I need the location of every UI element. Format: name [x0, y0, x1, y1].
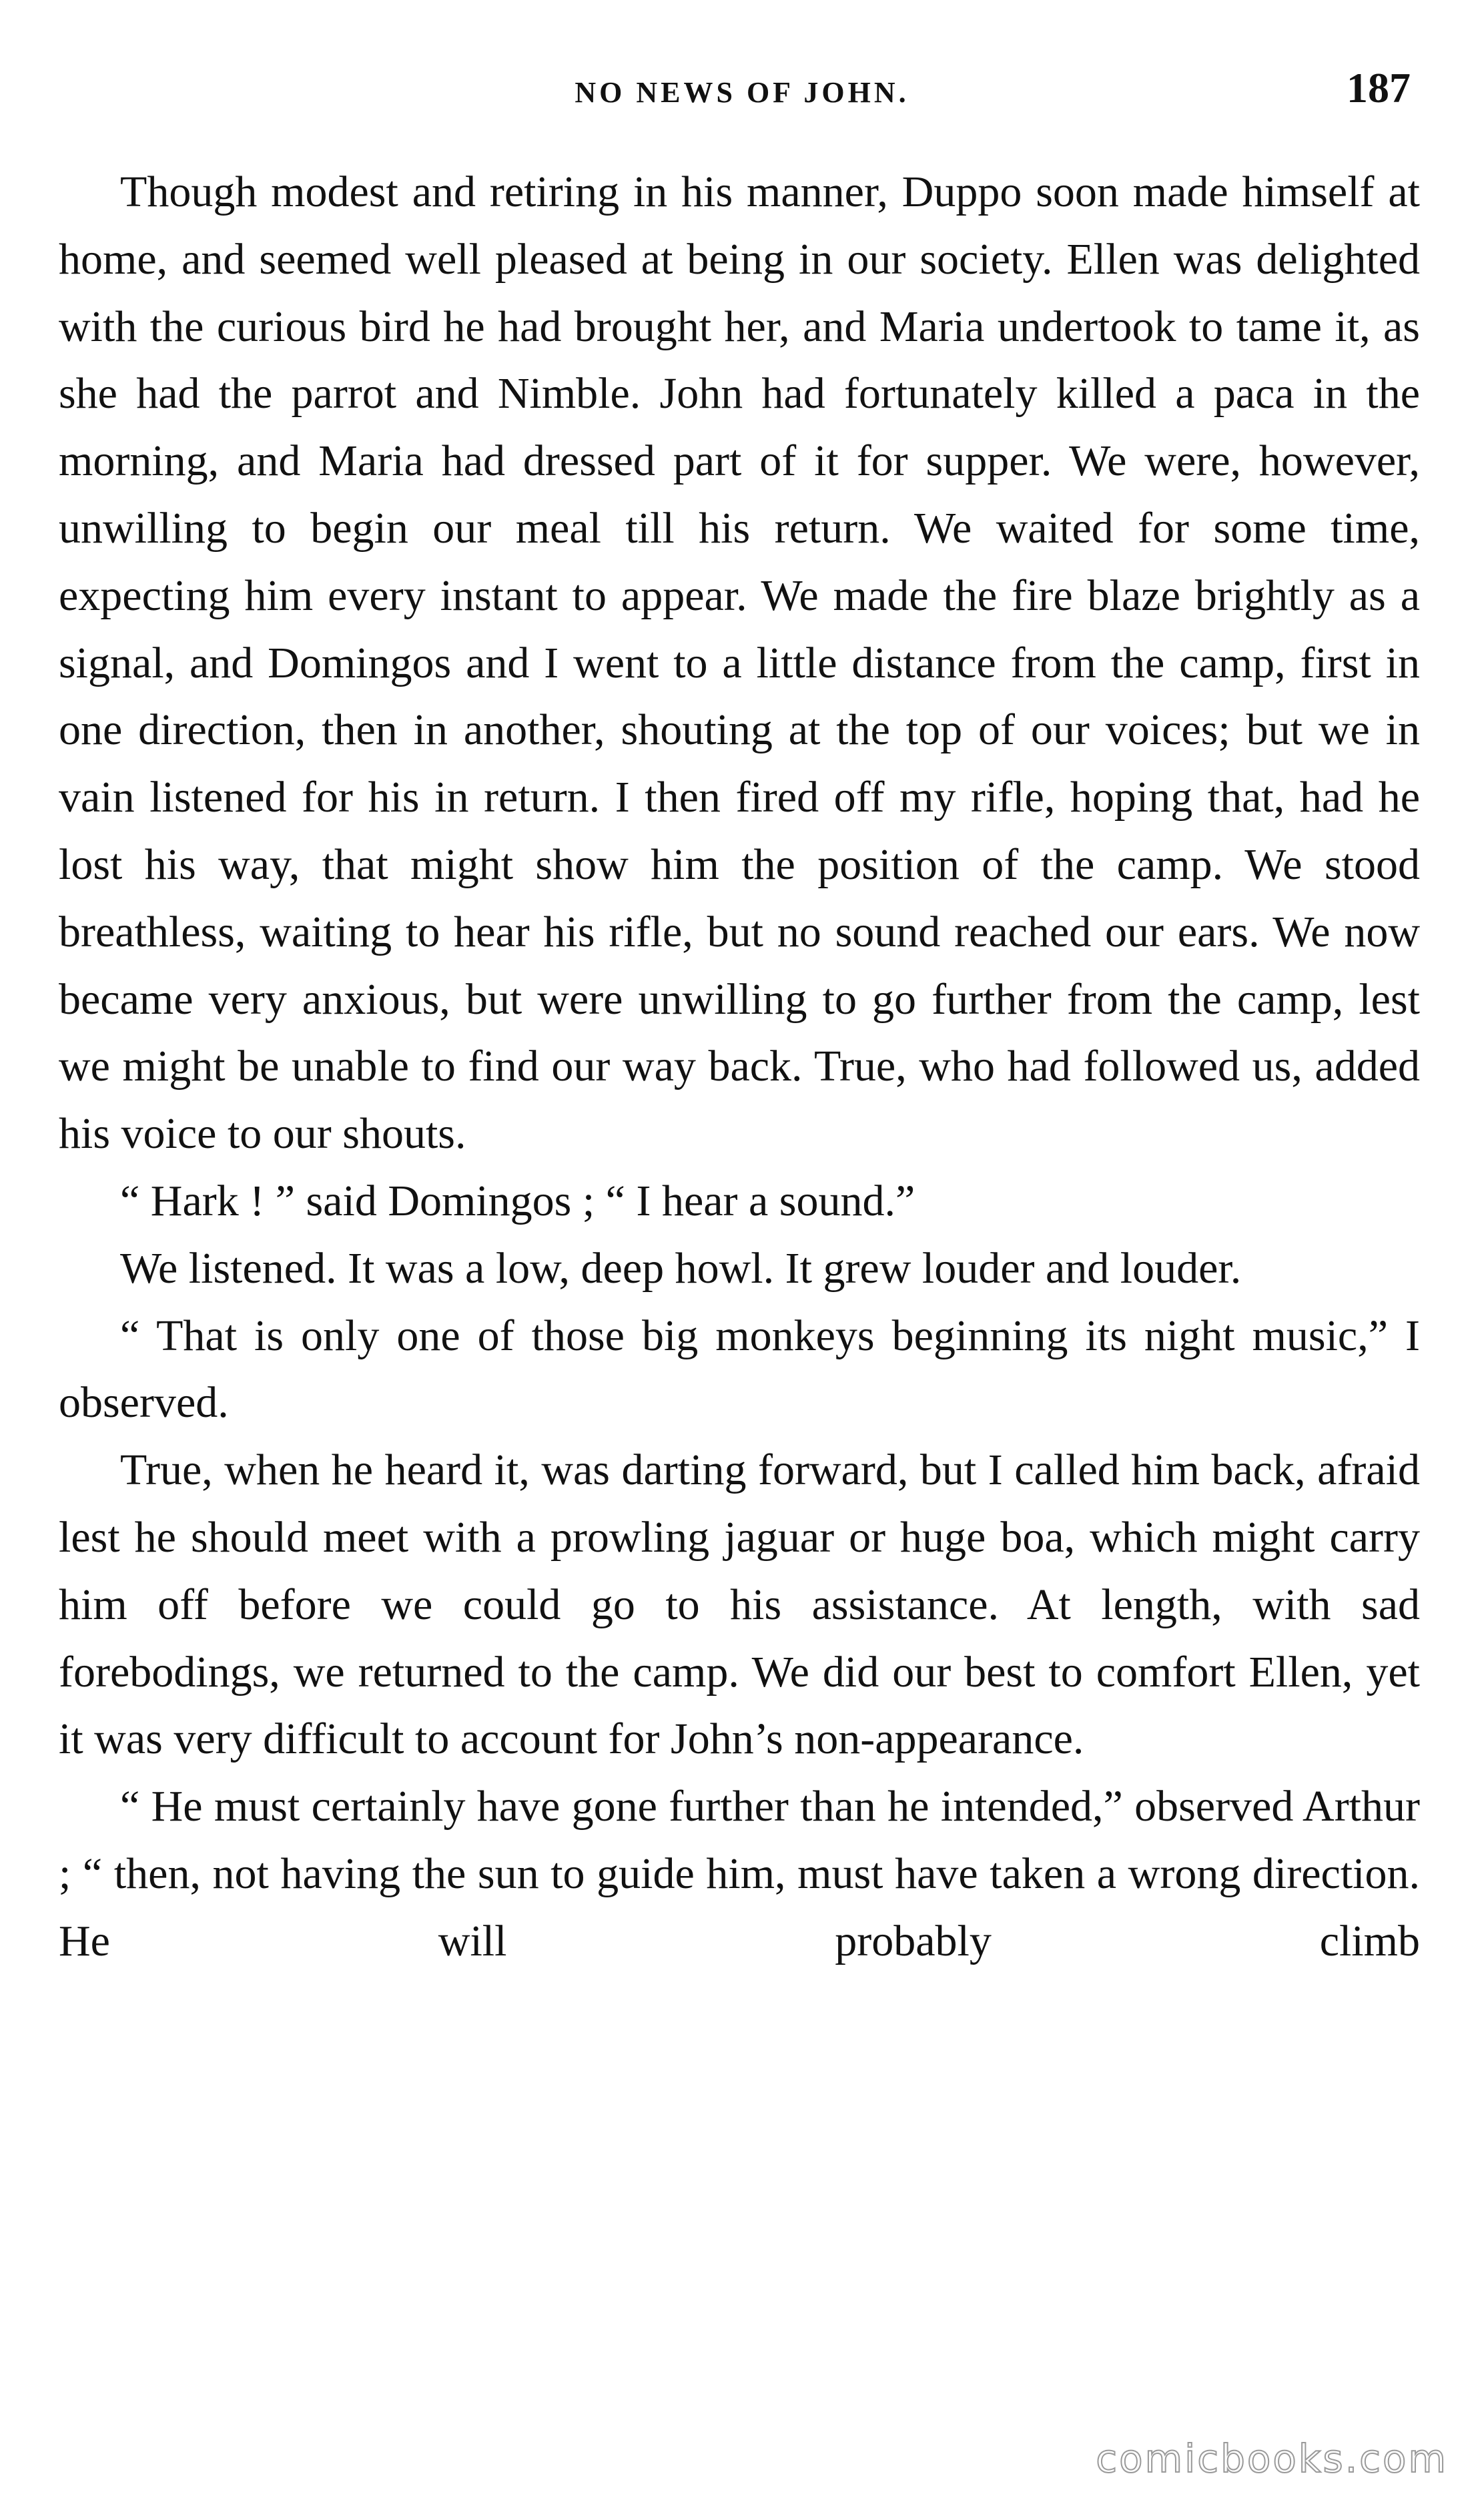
paragraph: “ Hark ! ” said Domingos ; “ I hear a sound.” — [120, 1176, 915, 1225]
paragraph: True, when he heard it, was darting forward, but I called him back, afraid lest he should meet with a prowling jaguar or huge boa, which might carry him off before we could go to his assistance. At length, with sad forebodings, we returned to the camp. We did our best to comfort Ellen, yet it was very difficult to account for John’s non-appearance. — [59, 1446, 1420, 1764]
paragraph: We listened. It was a low, deep howl. It grew louder and louder. — [120, 1243, 1242, 1293]
paragraph: Though modest and retiring in his manner, Duppo soon made himself at home, and seemed well pleased at being in our society. Ellen was delighted with the curious bird he had brought her, and Maria undertook to tame it, as she had the parrot and Nimble. John had fortunately killed a paca in the morning, and Maria had dressed part of it for supper. We were, however, unwilling to begin our meal till his return. We waited for some time, expecting him every instant to appear. We made the fire blaze brightly as a signal, and Domingos and I went to a little distance from the camp, first in one direction, then in another, shouting at the top of our voices; but we in vain listened for his in return. I then fired off my rifle, hoping that, had he lost his way, that might show him the position of the camp. We stood breathless, waiting to hear his rifle, but no sound reached our ears. We now became very anxious, but were unwilling to go further from the camp, lest we might be unable to find our way back. True, who had followed us, added his voice to our shouts. — [59, 168, 1420, 1159]
watermark-logo: comicbooks.com — [1096, 2436, 1448, 2481]
paragraph: “ That is only one of those big monkeys beginning its night music,” I observed. — [59, 1311, 1420, 1428]
chapter-running-title: NO NEWS OF JOHN. — [575, 76, 909, 109]
body-text — [59, 159, 1420, 1975]
page-number: 187 — [1347, 64, 1411, 111]
paragraph: “ He must certainly have gone further than he intended,” observed Arthur ; “ then, not having the sun to guide him, must have taken a wrong direction. He will probably climb — [59, 1782, 1420, 1965]
running-head — [0, 63, 1484, 117]
